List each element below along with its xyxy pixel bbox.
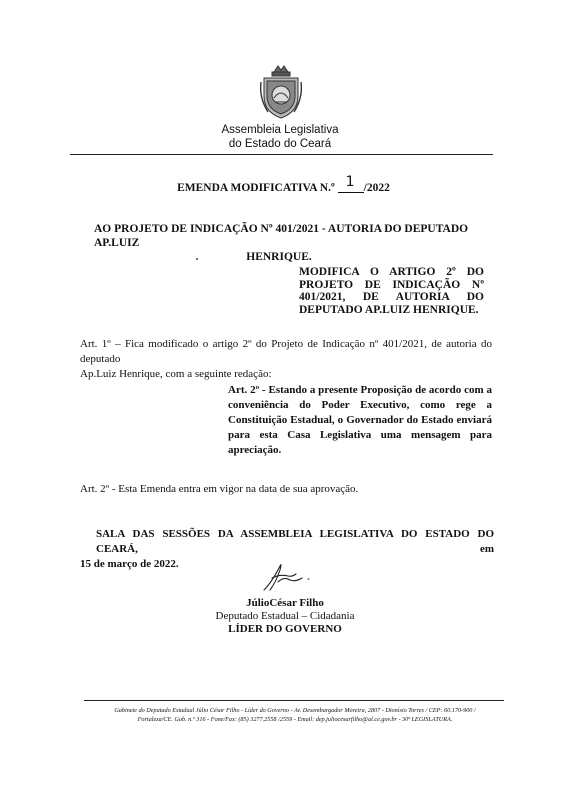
stray-mark [196,258,198,260]
footer-address [85,706,505,724]
project-heading [94,222,484,264]
signature-icon [258,560,318,594]
header-divider [70,154,493,155]
article-1-line-2: Ap.Luiz Henrique, com a seguinte redação: [80,368,272,380]
footer-line-2: Fortaleza/CE. Gab. n.º 316 - Fone/Fax: (85) 3277.2558 /2559 - Email: dep.juliocesarfilho@al.ce.gov.br - 30ª LEGISLATURA. [137,716,453,723]
article-1-line-1: Art. 1º – Fica modificado o artigo 2º do Projeto de Indicação nº 401/2021, de autoria do deputado [80,338,492,365]
signer-title: LÍDER DO GOVERNO [228,623,342,635]
project-heading-line-2: HENRIQUE. [246,251,312,263]
institution-name [200,123,360,151]
signer-name: JúlioCésar Filho [246,597,324,609]
article-2: Art. 2º - Esta Emenda entra em vigor na data de sua aprovação. [80,483,359,495]
footer-line-1: Gabinete do Deputado Estadual Júlio César Filho - Líder do Governo - Av. Desembargador Moreira, 2807 - Dionísio Torres / CEP: 60.170-900 / [114,707,476,714]
institution-line-2: do Estado do Ceará [228,138,332,150]
title-suffix: /2022 [363,182,390,194]
signer-role: Deputado Estadual – Cidadania [215,610,355,622]
project-heading-line-1: AO PROJETO DE INDICAÇÃO Nº 401/2021 - AUTORIA DO DEPUTADO AP.LUIZ [94,223,469,249]
closing-line-1: SALA DAS SESSÕES DA ASSEMBLEIA LEGISLATIVA DO ESTADO DO CEARÁ, em [96,528,494,555]
closing-line-2: 15 de março de 2022. [80,558,179,570]
document-title [0,174,567,194]
footer-divider [84,700,504,701]
title-number [338,174,364,194]
title-prefix: EMENDA MODIFICATIVA N.º [177,182,335,194]
title-number-handwritten: 1 [345,174,355,190]
coat-of-arms-icon [258,62,304,120]
quoted-article-2: Art. 2º - Estando a presente Proposição de acordo com a conveniência do Poder Executivo, como rege a Constituição Estadual, o Governador do Estado enviará para esta Casa Legislativa uma mensagem para apreciação. [228,384,492,456]
amendment-summary: MODIFICA O ARTIGO 2º DO PROJETO DE INDICAÇÃO Nº 401/2021, DE AUTORIA DO DEPUTADO AP.LUIZ HENRIQUE. [299,266,484,316]
article-1 [80,337,492,382]
institution-line-1: Assembleia Legislativa [221,124,339,136]
signer-block [180,597,390,636]
